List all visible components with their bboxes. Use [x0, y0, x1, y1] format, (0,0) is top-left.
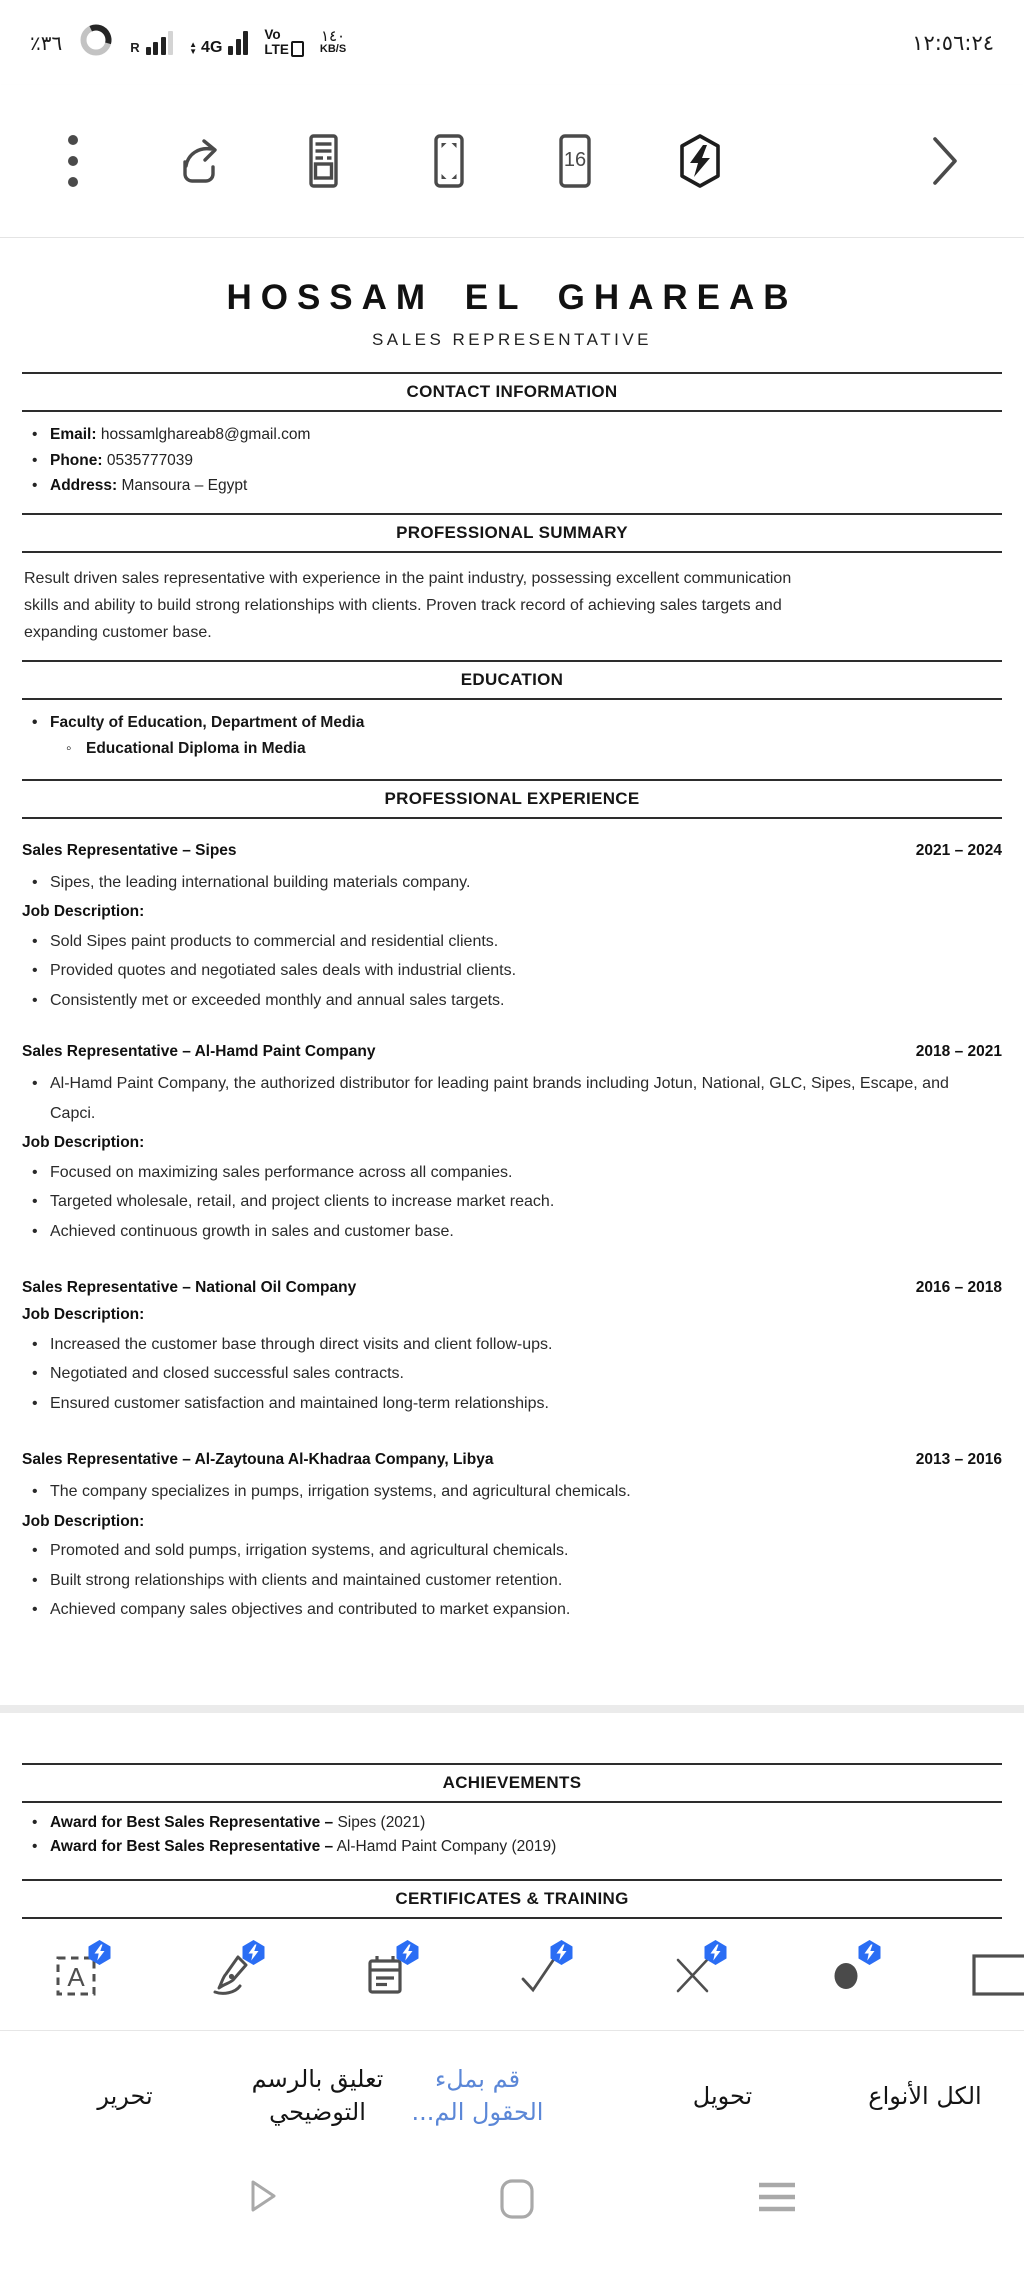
page-number-icon[interactable] [551, 132, 599, 190]
job-bullet: • Promoted and sold pumps, irrigation systems, and agricultural chemicals. [22, 1536, 950, 1566]
section-header-contact: CONTACT INFORMATION [22, 372, 1002, 412]
contact-item-email: • Email: hossamlghareab8@gmail.com [22, 422, 1002, 448]
tab-fill-fields[interactable]: قم بملء الحقول الم... [411, 2065, 544, 2126]
job-dates: 2013 – 2016 [915, 1451, 1002, 1468]
premium-flash-badge [702, 1939, 729, 1966]
share-icon[interactable] [174, 135, 226, 187]
bottom-panel [0, 1920, 1024, 2275]
achievement-item: • Award for Best Sales Representative – Al-Hamd Paint Company (2019) [22, 1835, 1002, 1859]
tool-cross[interactable] [616, 1920, 770, 2030]
section-header-certificates: CERTIFICATES & TRAINING [22, 1879, 1002, 1919]
tool-text-select[interactable] [0, 1920, 154, 2030]
job-desc-label: Job Description: [22, 1134, 145, 1151]
android-nav-bar [0, 2160, 1024, 2275]
education-diploma: ◦ Educational Diploma in Media [22, 736, 1002, 763]
job-desc-label: Job Description: [22, 903, 145, 920]
job-entry [22, 1448, 1002, 1625]
job-bullet: • Increased the customer base through direct visits and client follow-ups. [22, 1330, 950, 1360]
job-entry [22, 839, 1002, 1016]
network-speed-indicator [319, 26, 347, 56]
flash-hexagon-icon[interactable] [673, 132, 727, 190]
recents-icon[interactable] [757, 2178, 797, 2223]
speed-value: ١٤٠ [320, 26, 346, 45]
contact-item-phone: • Phone: 0535777039 [22, 448, 1002, 474]
job-bullet: • Sold Sipes paint products to commercial and residential clients. [22, 927, 950, 957]
premium-flash-badge [86, 1939, 113, 1966]
tab-all-types[interactable]: الكل الأنواع [868, 2081, 982, 2110]
education-list [22, 710, 1002, 763]
job-title: Sales Representative – Al-Zaytouna Al-Khadraa Company, Libya [22, 1451, 494, 1468]
summary-paragraph: Result driven sales representative with experience in the paint industry, possessing excellent communication skills and ability to build strong relationships with clients. Proven track record of achieving sales targets and expanding customer base. [24, 569, 792, 641]
battery-ring-icon [78, 22, 114, 63]
section-header-achievements: ACHIEVEMENTS [22, 1763, 1002, 1803]
education-degree: • Faculty of Education, Department of Media [22, 710, 1002, 737]
kebab-menu-icon[interactable] [66, 132, 80, 190]
job-desc-label: Job Description: [22, 1512, 145, 1530]
section-header-experience: PROFESSIONAL EXPERIENCE [22, 779, 1002, 819]
rectangle-icon [971, 1951, 1024, 1999]
battery-percent-label: ٣٦٪ [30, 30, 63, 55]
network-type-label: 4G [201, 38, 223, 56]
job-bullet: • Focused on maximizing sales performance across all companies. [22, 1158, 950, 1188]
mode-tabs-row [0, 2030, 1024, 2161]
contact-list [22, 422, 1002, 499]
signal-bars-icon-1 [146, 31, 174, 55]
premium-flash-badge [394, 1939, 421, 1966]
signal-bars-icon-2 [228, 31, 248, 55]
chevron-right-icon[interactable] [929, 133, 961, 189]
premium-flash-badge [548, 1939, 575, 1966]
section-header-summary: PROFESSIONAL SUMMARY [22, 513, 1002, 553]
job-bullet: • Ensured customer satisfaction and maintained long-term relationships. [22, 1389, 950, 1419]
job-entry [22, 1040, 1002, 1246]
job-desc-label: Job Description: [22, 1306, 145, 1323]
tab-edit[interactable]: تحرير [97, 2081, 153, 2110]
page-separator [0, 1705, 1024, 1713]
data-arrows-icon: ▲ ▼ [189, 39, 198, 56]
cv-role: SALES REPRESENTATIVE [371, 330, 653, 349]
reading-view-icon[interactable] [299, 132, 347, 190]
tab-convert[interactable]: تحويل [692, 2081, 753, 2110]
job-title: Sales Representative – National Oil Company [22, 1279, 357, 1296]
cv-name: HOSSAM EL GHAREAB [226, 278, 798, 317]
job-dates: 2018 – 2021 [915, 1043, 1002, 1060]
job-bullet: • Targeted wholesale, retail, and project clients to increase market reach. [22, 1187, 950, 1217]
tool-rectangle[interactable] [924, 1920, 1024, 2030]
back-icon[interactable] [248, 2178, 278, 2219]
job-bullet: • Consistently met or exceeded monthly and annual sales targets. [22, 986, 950, 1016]
status-bar [0, 0, 1024, 85]
job-bullet: • Achieved company sales objectives and contributed to market expansion. [22, 1595, 950, 1625]
job-dates: 2016 – 2018 [915, 1279, 1002, 1296]
tool-form-fill[interactable] [308, 1920, 462, 2030]
job-bullet: • Negotiated and closed successful sales contracts. [22, 1359, 950, 1389]
tool-signature[interactable] [154, 1920, 308, 2030]
pdf-page-view[interactable] [0, 238, 1024, 1920]
job-entry [22, 1276, 1002, 1418]
premium-flash-badge [856, 1939, 883, 1966]
svg-text:A: A [67, 1962, 85, 1992]
top-toolbar [0, 85, 1024, 239]
speed-unit: KB/S [319, 42, 347, 55]
job-bullet: • Built strong relationships with clients and maintained customer retention. [22, 1566, 950, 1596]
job-bullet: • Provided quotes and negotiated sales deals with industrial clients. [22, 956, 950, 986]
achievement-item: • Award for Best Sales Representative – Sipes (2021) [22, 1811, 1002, 1835]
annotation-tools-row [0, 1920, 1024, 2030]
home-icon[interactable] [498, 2178, 536, 2225]
section-header-education: EDUCATION [22, 660, 1002, 700]
job-intro: • Al-Hamd Paint Company, the authorized distributor for leading paint brands including Jotun, National, GLC, Sipes, Escape, and Capci. [22, 1069, 950, 1128]
job-intro: • Sipes, the leading international building materials company. [22, 868, 950, 898]
tool-checkmark[interactable] [462, 1920, 616, 2030]
job-bullet: • Achieved continuous growth in sales and customer base. [22, 1217, 950, 1247]
page-number-label: 16 [563, 149, 587, 171]
job-title: Sales Representative – Al-Hamd Paint Company [22, 1043, 376, 1060]
achievements-list [22, 1811, 1002, 1859]
roaming-indicator: R [130, 39, 140, 55]
fit-page-icon[interactable] [425, 132, 473, 190]
job-dates: 2021 – 2024 [915, 841, 1002, 859]
tool-dot[interactable] [770, 1920, 924, 2030]
job-intro: • The company specializes in pumps, irrigation systems, and agricultural chemicals. [22, 1477, 950, 1507]
volte-icon: Vo LTE [264, 28, 304, 57]
tab-annotate[interactable]: تعليق بالرسم التوضيحي [251, 2065, 384, 2126]
premium-flash-badge [240, 1939, 267, 1966]
contact-item-address: • Address: Mansoura – Egypt [22, 473, 1002, 499]
job-title: Sales Representative – Sipes [22, 841, 237, 859]
clock-label: ١٢:٥٦:٢٤ [912, 30, 994, 55]
